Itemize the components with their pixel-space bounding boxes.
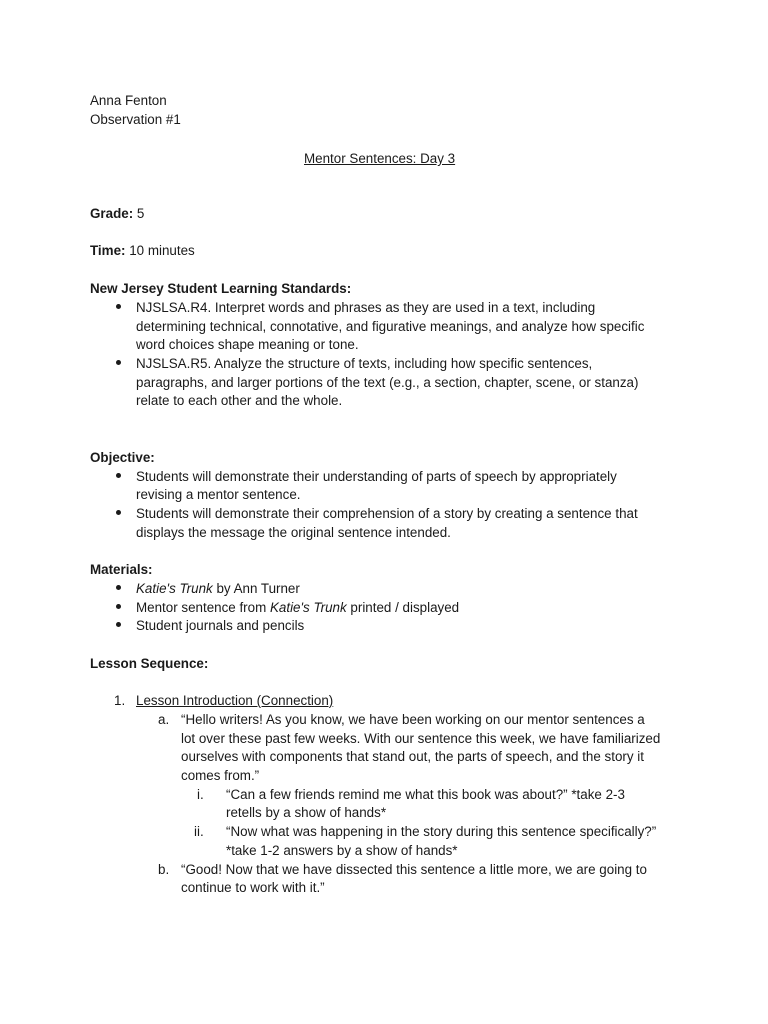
materials-heading: Materials: — [90, 562, 153, 577]
materials-item-mentor-sentence — [136, 598, 459, 617]
step-1-title: Lesson Introduction (Connection) — [136, 693, 334, 708]
bullet-icon — [116, 585, 121, 590]
step-1a-marker: a. — [158, 712, 170, 727]
step-1a-ii-line-2: *take 1-2 answers by a show of hands* — [226, 843, 458, 858]
time-line — [90, 241, 195, 260]
lesson-sequence-heading: Lesson Sequence: — [90, 656, 209, 671]
bullet-icon — [116, 473, 121, 478]
bullet-icon — [116, 604, 121, 609]
grade-line — [90, 204, 144, 223]
objective-1-line-2: revising a mentor sentence. — [136, 487, 301, 502]
standard-r5-line-1: NJSLSA.R5. Analyze the structure of texts, including how specific sentences, — [136, 356, 593, 371]
time-value: 10 minutes — [125, 243, 195, 258]
step-1a-line-4: comes from.” — [181, 768, 260, 783]
step-1a-ii-marker: ii. — [194, 824, 204, 839]
step-1b-line-1: “Good! Now that we have dissected this sentence a little more, we are going to — [181, 862, 647, 877]
mentor-sentence-prefix: Mentor sentence from — [136, 600, 270, 615]
mentor-sentence-suffix: printed / displayed — [346, 600, 460, 615]
standard-r5-line-2: paragraphs, and larger portions of the text (e.g., a section, chapter, scene, or stanza) — [136, 375, 639, 390]
grade-label: Grade: — [90, 206, 134, 221]
step-1b-marker: b. — [158, 862, 170, 877]
step-1a-line-1: “Hello writers! As you know, we have been working on our mentor sentences a — [181, 712, 645, 727]
standards-heading: New Jersey Student Learning Standards: — [90, 281, 352, 296]
step-1a-ii-line-1: “Now what was happening in the story during this sentence specifically?” — [226, 824, 657, 839]
objective-heading: Objective: — [90, 450, 155, 465]
materials-item-book — [136, 579, 300, 598]
standard-r5-line-3: relate to each other and the whole. — [136, 393, 343, 408]
objective-1-line-1: Students will demonstrate their understanding of parts of speech by appropriately — [136, 469, 617, 484]
bullet-icon — [116, 360, 121, 365]
document-title: Mentor Sentences: Day 3 — [304, 151, 456, 166]
book-title: Katie's Trunk — [269, 600, 347, 615]
author-name: Anna Fenton — [90, 93, 167, 108]
step-1a-i-marker: i. — [197, 787, 204, 802]
time-label: Time: — [90, 243, 126, 258]
step-1a-i-line-2: retells by a show of hands* — [226, 805, 387, 820]
objective-2-line-2: displays the message the original sentence intended. — [136, 525, 451, 540]
grade-value: 5 — [133, 206, 145, 221]
step-1a-i-line-1: “Can a few friends remind me what this book was about?” *take 2-3 — [226, 787, 625, 802]
bullet-icon — [116, 622, 121, 627]
materials-item-journals: Student journals and pencils — [136, 618, 305, 633]
book-author: by Ann Turner — [212, 581, 300, 596]
bullet-icon — [116, 510, 121, 515]
objective-2-line-1: Students will demonstrate their comprehension of a story by creating a sentence that — [136, 506, 638, 521]
step-1a-line-2: lot over these past few weeks. With our sentence this week, we have familiarized — [181, 731, 661, 746]
standard-r4-line-3: word choices shape meaning or tone. — [136, 337, 359, 352]
standard-r4-line-2: determining technical, connotative, and figurative meanings, and analyze how specific — [136, 319, 645, 334]
step-1a-line-3: ourselves with components that stand out, the parts of speech, and the story it — [181, 749, 644, 764]
step-1b-line-2: continue to work with it.” — [181, 880, 325, 895]
step-1-number: 1. — [114, 693, 126, 708]
standard-r4-line-1: NJSLSA.R4. Interpret words and phrases as they are used in a text, including — [136, 300, 596, 315]
bullet-icon — [116, 304, 121, 309]
observation-label: Observation #1 — [90, 112, 181, 127]
book-title: Katie's Trunk — [136, 581, 213, 596]
